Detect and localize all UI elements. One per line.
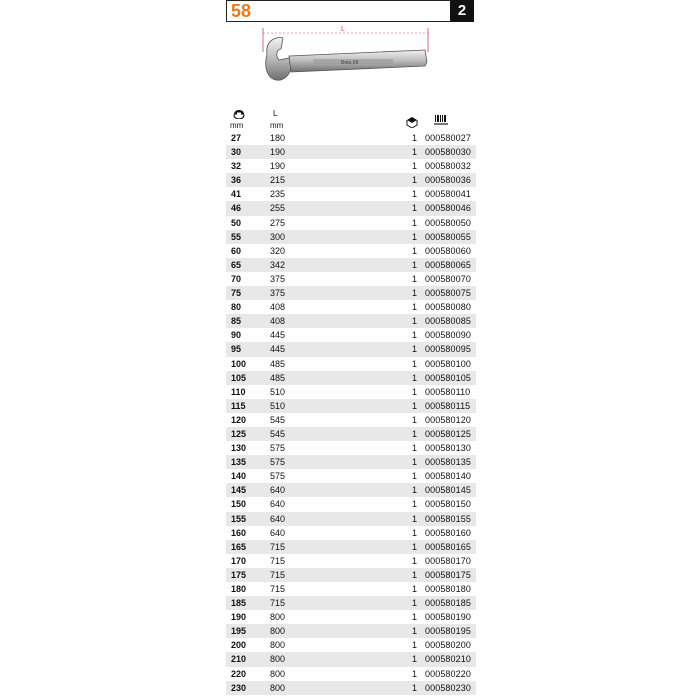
qty-cell: 1 [412,386,418,397]
size-cell: 70 [231,273,242,284]
size-cell: 150 [231,499,247,510]
catalog-header [226,0,474,22]
qty-cell: 1 [412,541,418,552]
size-unit: mm [230,121,244,130]
table-row [226,526,476,540]
size-cell: 175 [231,569,247,580]
article-code-cell: 000580050 [425,217,471,228]
size-cell: 30 [231,147,242,158]
length-cell: 408 [270,302,286,313]
qty-cell: 1 [412,668,418,679]
qty-cell: 1 [412,584,418,594]
article-code-cell: 000580100 [425,358,471,369]
table-row [226,455,476,469]
size-cell: 140 [231,471,247,482]
qty-cell: 1 [412,569,418,580]
table-row [226,638,476,652]
size-cell: 75 [231,288,242,299]
article-code-cell: 000580210 [425,654,471,665]
size-cell: 110 [231,386,246,397]
size-cell: 115 [231,400,246,411]
length-cell: 800 [270,640,286,651]
qty-cell: 1 [412,428,418,439]
length-cell: 510 [270,400,286,411]
size-cell: 36 [231,175,242,186]
page-number: 2 [450,0,474,22]
table-row [226,568,476,582]
table-row [226,131,476,145]
length-cell: 640 [270,513,286,524]
qty-cell: 1 [412,288,418,299]
qty-cell: 1 [412,555,418,566]
size-cell: 100 [231,358,247,369]
size-cell: 65 [231,259,242,270]
size-cell: 155 [231,513,247,524]
length-cell: 180 [270,133,286,143]
qty-cell: 1 [412,499,418,510]
table-row [226,469,476,483]
table-row [226,314,476,328]
table-row [226,272,476,286]
size-cell: 95 [231,344,242,355]
table-row [226,667,476,681]
length-cell: 715 [270,598,286,609]
size-cell: 41 [231,189,242,200]
length-cell: 640 [270,499,286,510]
table-row [226,187,476,201]
length-cell: 190 [270,147,286,158]
length-cell: 800 [270,626,286,637]
article-code-cell: 000580070 [425,273,471,284]
article-code-cell: 000580027 [425,133,471,143]
table-row [226,483,476,497]
table-row [226,342,476,356]
qty-cell: 1 [412,147,418,158]
article-code-cell: 000580130 [425,443,471,454]
table-row [226,371,476,385]
table-row [226,173,476,187]
size-cell: 160 [231,527,247,538]
table-row [226,216,476,230]
size-cell: 120 [231,414,247,425]
dimension-label: L [341,26,345,33]
qty-cell: 1 [412,612,418,623]
size-cell: 145 [231,485,247,496]
qty-cell: 1 [412,231,418,242]
qty-cell: 1 [412,640,418,651]
length-cell: 275 [270,217,286,228]
qty-cell: 1 [412,316,418,327]
table-row [226,582,476,596]
size-cell: 130 [231,443,247,454]
article-code-cell: 000580095 [425,344,471,355]
qty-cell: 1 [412,245,418,256]
article-code-cell: 000580200 [425,640,471,651]
size-cell: 55 [231,231,242,242]
length-cell: 485 [270,358,286,369]
size-cell: 46 [231,203,242,214]
table-row [226,610,476,624]
article-code-cell: 000580046 [425,203,471,214]
length-cell: 800 [270,612,286,623]
article-code-cell: 000580055 [425,231,471,242]
size-cell: 190 [231,612,247,623]
article-code-cell: 000580170 [425,555,471,566]
qty-cell: 1 [412,302,418,313]
article-code-cell: 000580075 [425,288,471,299]
qty-cell: 1 [412,203,418,214]
article-code-cell: 000580195 [425,626,471,637]
article-code-cell: 000580080 [425,302,471,313]
length-label: L [273,109,278,118]
size-cell: 80 [231,302,242,313]
length-cell: 342 [270,259,286,270]
qty-cell: 1 [412,443,418,454]
length-cell: 715 [270,569,286,580]
article-code-cell: 000580185 [425,598,471,609]
qty-cell: 1 [412,457,418,468]
length-cell: 375 [270,288,286,299]
length-cell: 215 [270,175,286,186]
table-row [226,145,476,159]
article-code-cell: 000580110 [425,386,471,397]
length-cell: 715 [270,541,286,552]
qty-cell: 1 [412,598,418,609]
size-cell: 230 [231,682,247,693]
article-code-cell: 000580135 [425,457,471,468]
size-cell: 185 [231,598,247,609]
length-cell: 300 [270,231,286,242]
table-row [226,159,476,173]
size-cell: 105 [231,372,247,383]
product-table [226,131,476,695]
qty-cell: 1 [412,217,418,228]
article-code-cell: 000580165 [425,541,471,552]
size-cell: 90 [231,330,242,341]
article-code-cell: 000580036 [425,175,471,186]
length-unit: mm [270,121,284,130]
product-code: 58 [231,1,252,21]
qty-cell: 1 [412,273,418,284]
length-cell: 375 [270,273,286,284]
table-row [226,681,476,695]
table-row [226,540,476,554]
qty-cell: 1 [412,372,418,383]
qty-cell: 1 [412,626,418,637]
size-cell: 195 [231,626,247,637]
table-row [226,201,476,215]
table-row [226,244,476,258]
size-cell: 210 [231,654,247,665]
article-code-cell: 000580175 [425,569,471,580]
size-cell: 60 [231,245,242,256]
article-code-cell: 000580065 [425,259,471,270]
table-row [226,554,476,568]
size-cell: 125 [231,428,247,439]
article-code-cell: 000580030 [425,147,471,158]
table-row [226,413,476,427]
article-code-cell: 000580150 [425,499,471,510]
length-cell: 640 [270,527,286,538]
length-cell: 575 [270,471,286,482]
qty-cell: 1 [412,344,418,355]
size-cell: 135 [231,457,247,468]
length-cell: 485 [270,372,286,383]
table-row [226,328,476,342]
qty-cell: 1 [412,485,418,496]
length-cell: 255 [270,203,286,214]
article-code-cell: 000580160 [425,527,471,538]
article-code-cell: 000580041 [425,189,471,200]
qty-cell: 1 [412,189,418,200]
wrench-stamp: Beta 58 [341,60,359,66]
article-code-cell: 000580120 [425,414,471,425]
length-cell: 715 [270,584,286,594]
qty-cell: 1 [412,471,418,482]
length-cell: 545 [270,414,286,425]
length-cell: 190 [270,161,286,172]
article-code-cell: 000580115 [425,400,471,411]
article-code-cell: 000580220 [425,668,471,679]
table-row [226,427,476,441]
article-code-cell: 000580180 [425,584,471,594]
length-cell: 800 [270,654,286,665]
length-cell: 510 [270,386,286,397]
qty-cell: 1 [412,513,418,524]
wrench-opening-icon [233,110,245,119]
slogging-wrench-icon [255,22,435,92]
article-code-cell: 000580032 [425,161,471,172]
table-row [226,399,476,413]
qty-cell: 1 [412,400,418,411]
article-code-cell: 000580085 [425,316,471,327]
article-code-cell: 000580060 [425,245,471,256]
article-code-cell: 000580230 [425,682,471,693]
size-cell: 170 [231,555,247,566]
article-code-cell: 000580190 [425,612,471,623]
table-row [226,258,476,272]
size-cell: 32 [231,161,242,172]
qty-cell: 1 [412,259,418,270]
length-cell: 575 [270,457,286,468]
article-code-cell: 000580105 [425,372,471,383]
length-cell: 715 [270,555,286,566]
article-code-cell: 000580155 [425,513,471,524]
length-cell: 800 [270,682,286,693]
qty-cell: 1 [412,330,418,341]
size-cell: 200 [231,640,247,651]
table-row [226,357,476,371]
size-cell: 85 [231,316,242,327]
size-cell: 180 [231,584,247,594]
size-cell: 165 [231,541,247,552]
table-row [226,624,476,638]
package-quantity-icon [406,116,418,128]
size-cell: 220 [231,668,247,679]
qty-cell: 1 [412,358,418,369]
article-code-cell: 000580125 [425,428,471,439]
wrench-illustration [255,22,435,92]
table-row [226,385,476,399]
size-cell: 27 [231,133,242,143]
qty-cell: 1 [412,175,418,186]
length-cell: 800 [270,668,286,679]
qty-cell: 1 [412,414,418,425]
article-code-cell: 000580090 [425,330,471,341]
length-cell: 640 [270,485,286,496]
table-row [226,596,476,610]
qty-cell: 1 [412,654,418,665]
table-row [226,441,476,455]
qty-cell: 1 [412,161,418,172]
table-row [226,512,476,526]
size-cell: 50 [231,217,242,228]
length-cell: 575 [270,443,286,454]
length-cell: 408 [270,316,286,327]
qty-cell: 1 [412,133,418,143]
qty-cell: 1 [412,682,418,693]
length-cell: 445 [270,330,286,341]
table-row [226,497,476,511]
length-cell: 235 [270,189,286,200]
table-row [226,230,476,244]
article-code-cell: 000580140 [425,471,471,482]
qty-cell: 1 [412,527,418,538]
table-header [226,108,476,132]
article-code-cell: 000580145 [425,485,471,496]
barcode-icon [434,114,448,126]
table-row [226,652,476,666]
length-cell: 320 [270,245,286,256]
table-row [226,300,476,314]
length-cell: 445 [270,344,286,355]
table-row [226,286,476,300]
length-cell: 545 [270,428,286,439]
